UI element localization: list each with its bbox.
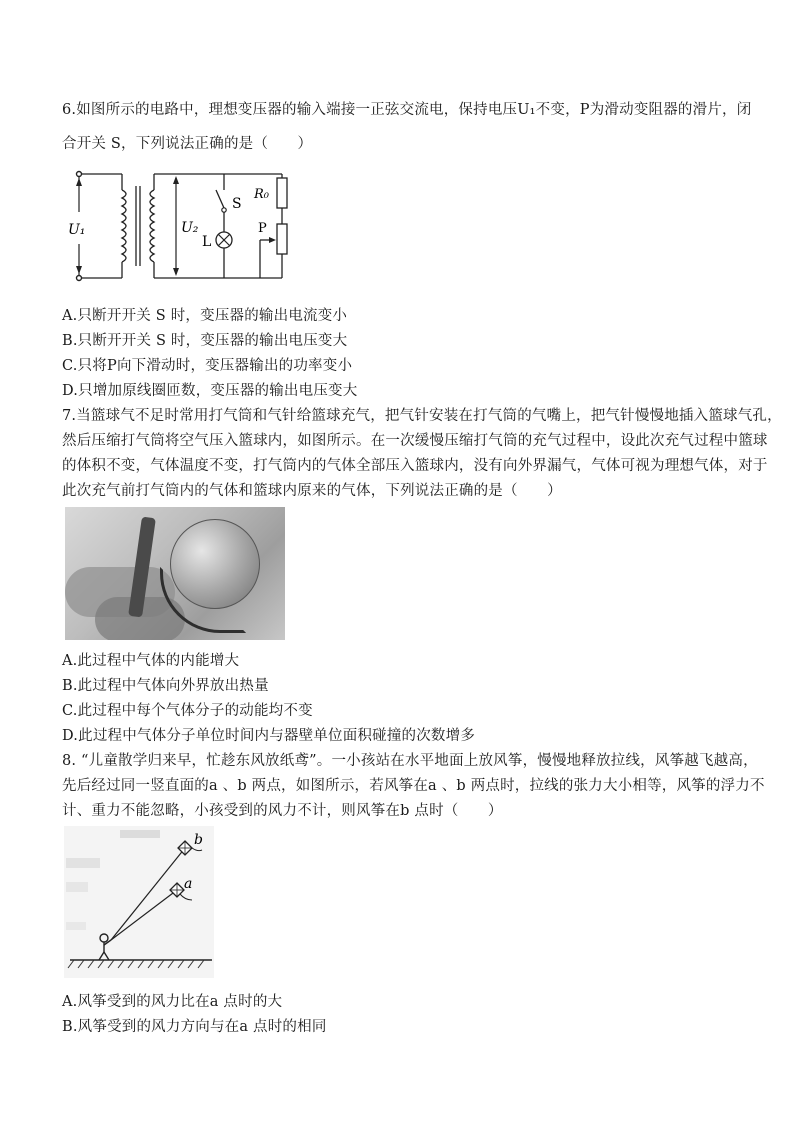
q7-option-b: B.此过程中气体向外界放出热量: [62, 678, 269, 694]
q7-stem-line1: 7.当篮球气不足时常用打气筒和气针给篮球充气，把气针安装在打气筒的气嘴上，把气针慢慢地插入篮球气孔，: [62, 408, 782, 424]
basketball: [170, 519, 260, 609]
q7-stem-line3: 的体积不变，气体温度不变，打气筒内的气体全部压入篮球内，没有向外界漏气，气体可视为理想气体，对于: [62, 458, 768, 474]
q6-option-d: D.只增加原线圈匝数，变压器的输出电压变大: [62, 383, 358, 399]
q8-option-a: A.风筝受到的风力比在a 点时的大: [62, 994, 283, 1010]
q8-kite-diagram: [64, 826, 214, 978]
q6-stem-line2: 合开关 S，下列说法正确的是（ ）: [62, 136, 313, 152]
q7-option-a: A.此过程中气体的内能增大: [62, 653, 240, 669]
q7-stem-line4: 此次充气前打气筒内的气体和篮球内原来的气体，下列说法正确的是（ ）: [62, 483, 562, 499]
lamp-l-label: L: [202, 234, 212, 250]
q8-stem-line2: 先后经过同一竖直面的a 、b 两点，如图所示，若风筝在a 、b 两点时，拉线的张力大小相等，风筝的浮力不: [62, 778, 765, 794]
q7-basketball-pump-photo: [65, 507, 285, 640]
q7-option-d: D.此过程中气体分子单位时间内与器壁单位面积碰撞的次数增多: [62, 728, 476, 744]
q8-stem-line1: 8. “儿童散学归来早，忙趁东风放纸鸢”。一小孩站在水平地面上放风筝，慢慢地释放拉线，风筝越飞越高，: [62, 753, 758, 769]
point-a-label: a: [184, 876, 193, 892]
u2-label: U₂: [181, 220, 199, 236]
q6-option-a: A.只断开开关 S 时，变压器的输出电流变小: [62, 308, 348, 324]
u1-label: U₁: [68, 222, 86, 238]
point-b-label: b: [194, 832, 203, 848]
q8-stem-line3: 计、重力不能忽略，小孩受到的风力不计，则风筝在b 点时（ ）: [62, 803, 503, 819]
slider-p-label: P: [258, 221, 267, 236]
q6-option-c: C.只将P向下滑动时，变压器输出的功率变小: [62, 358, 353, 374]
switch-s-label: S: [232, 196, 242, 212]
q6-circuit-diagram: [64, 160, 300, 286]
q7-stem-line2: 然后压缩打气筒将空气压入篮球内，如图所示。在一次缓慢压缩打气筒的充气过程中，设此次充气过程中篮球: [62, 433, 768, 449]
q8-option-b: B.风筝受到的风力方向与在a 点时的相同: [62, 1019, 327, 1035]
q7-option-c: C.此过程中每个气体分子的动能均不变: [62, 703, 313, 719]
r0-label: R₀: [254, 187, 269, 202]
q6-stem-line1: 6.如图所示的电路中，理想变压器的输入端接一正弦交流电，保持电压U₁不变，P为滑动变阻器的滑片，闭: [62, 102, 752, 118]
q6-option-b: B.只断开开关 S 时，变压器的输出电压变大: [62, 333, 348, 349]
